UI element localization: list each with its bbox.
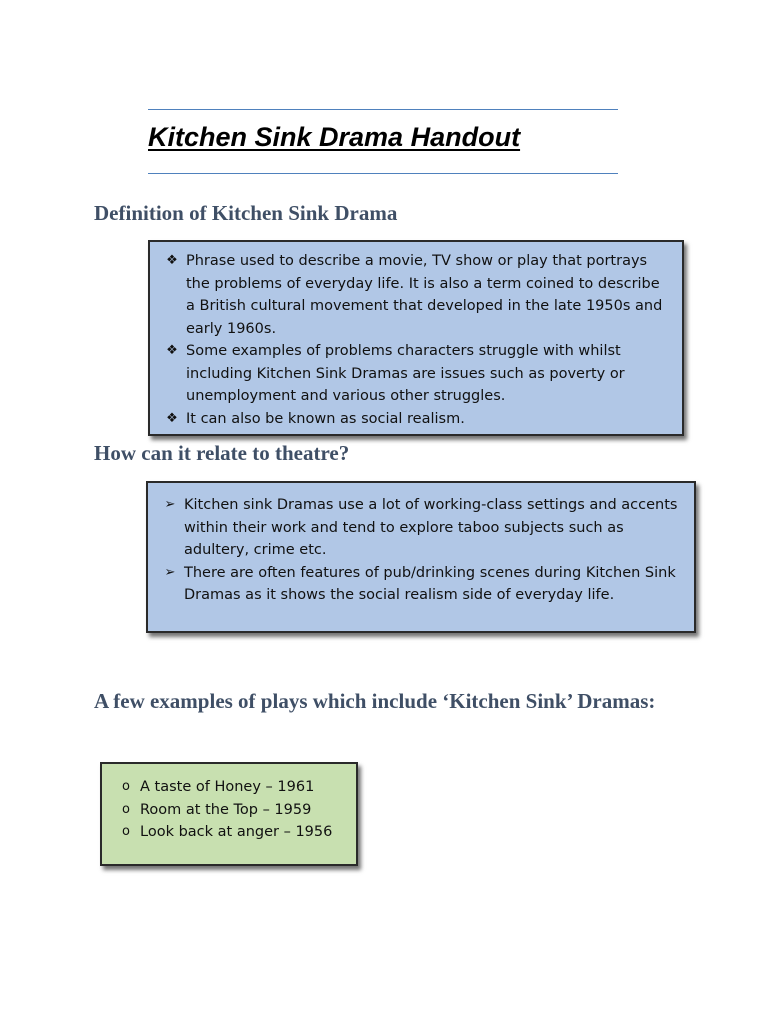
examples-list: [116, 776, 348, 844]
definition-list: [162, 250, 672, 430]
definition-heading: Definition of Kitchen Sink Drama: [94, 201, 398, 225]
list-item: ➢ There are often features of pub/drinking scenes during Kitchen Sink Dramas as it shows the social realism side of everyday life.: [160, 562, 682, 607]
theatre-list: [160, 494, 682, 607]
page-title: Kitchen Sink Drama Handout: [148, 122, 521, 152]
circle-icon: o: [122, 779, 130, 794]
top-rule: [148, 109, 618, 110]
examples-heading: A few examples of plays which include ‘Kitchen Sink’ Dramas:: [94, 689, 656, 713]
theatre-box: [146, 481, 696, 633]
list-item: o A taste of Honey – 1961: [116, 776, 348, 799]
diamond-quad-icon: ❖: [166, 410, 178, 426]
list-item: o Look back at anger – 1956: [116, 821, 348, 844]
arrowhead-icon: ➢: [164, 564, 176, 580]
examples-box: [100, 762, 358, 866]
arrowhead-icon: ➢: [164, 497, 176, 512]
diamond-quad-icon: ❖: [166, 343, 178, 358]
circle-icon: o: [122, 801, 130, 817]
theatre-heading: How can it relate to theatre?: [94, 441, 350, 465]
list-item: o Room at the Top – 1959: [116, 799, 348, 822]
list-item: ❖ Some examples of problems characters struggle with whilst including Kitchen Sink Dramas are issues such as poverty or unemployment and various other struggles.: [162, 340, 672, 408]
list-item: ❖ Phrase used to describe a movie, TV show or play that portrays the problems of everyday life. It is also a term coined to describe a British cultural movement that developed in the late 1950s and early 1960s.: [162, 250, 672, 340]
list-item: ➢ Kitchen sink Dramas use a lot of working-class settings and accents within their work and tend to explore taboo subjects such as adultery, crime etc.: [160, 494, 682, 562]
bottom-rule: [148, 173, 618, 174]
definition-box: [148, 240, 684, 436]
diamond-quad-icon: ❖: [166, 253, 178, 268]
circle-icon: o: [122, 824, 130, 839]
list-item: ❖ It can also be known as social realism.: [162, 408, 672, 431]
